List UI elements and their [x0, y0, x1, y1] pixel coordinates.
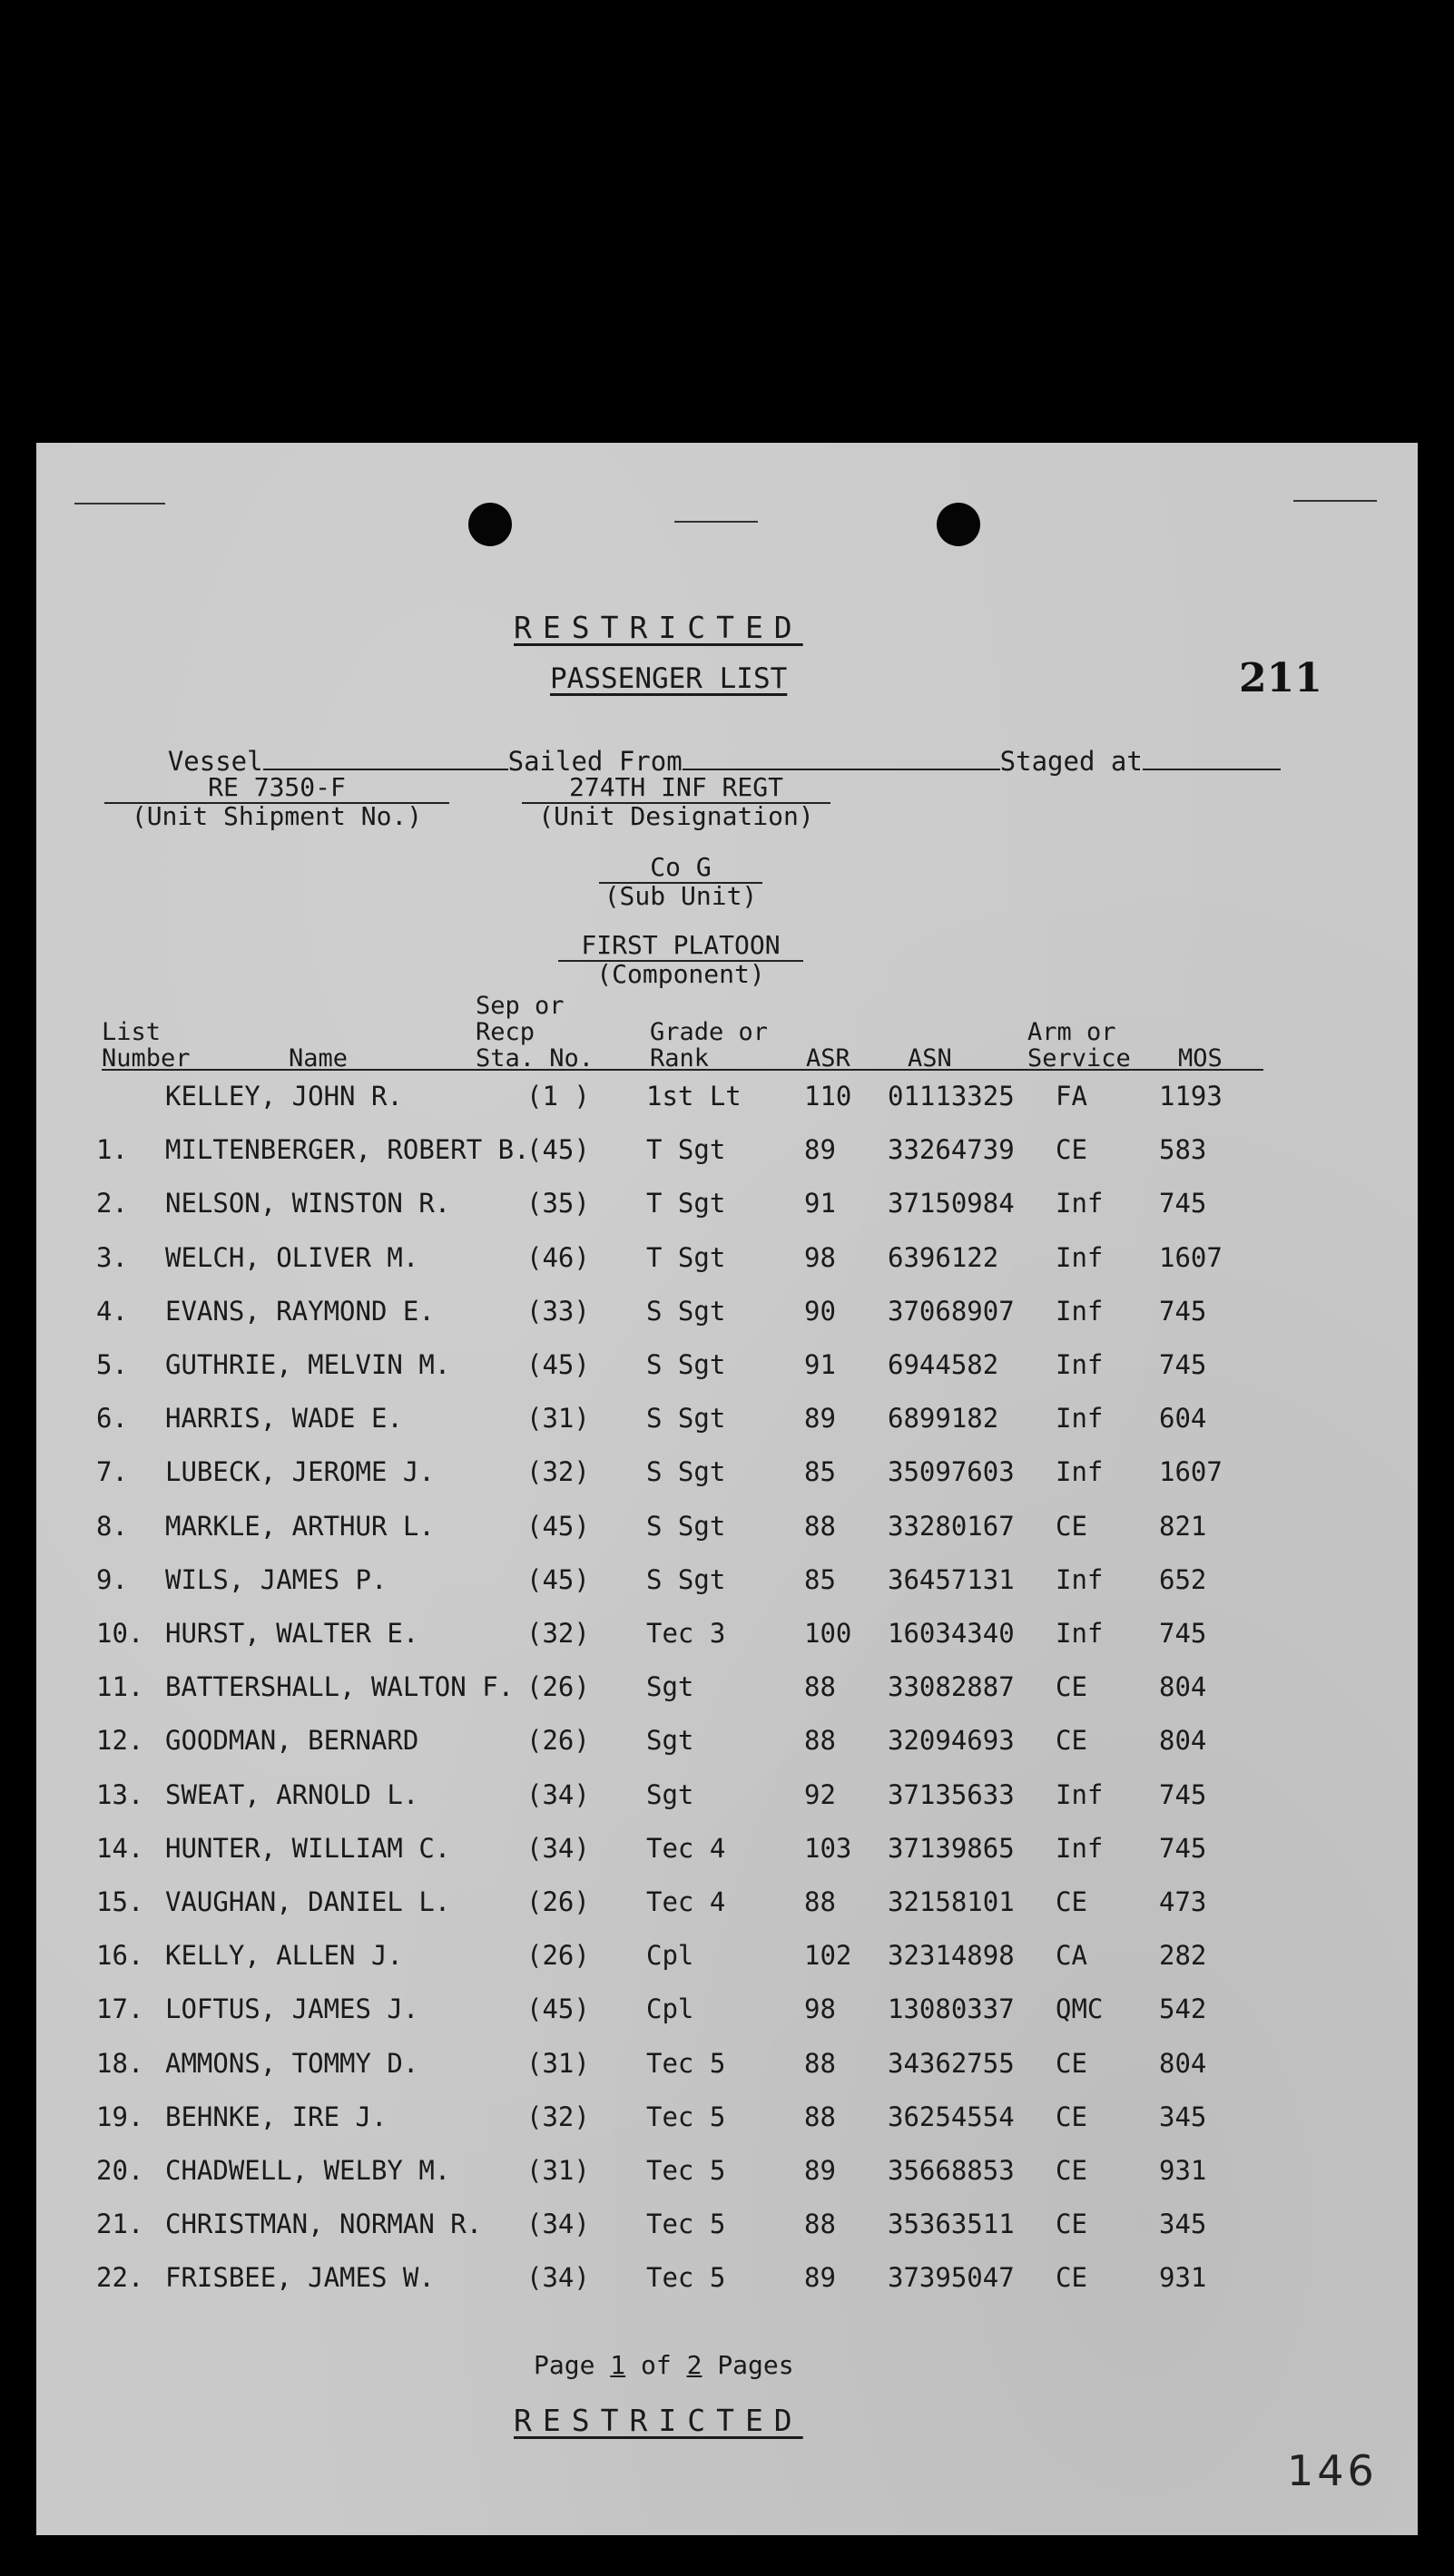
table-row — [36, 1669, 1418, 1705]
table-row — [36, 1454, 1418, 1490]
arm-service: CE — [1056, 1671, 1087, 1703]
arm-service: Inf — [1056, 1349, 1104, 1380]
mos-code: 345 — [1159, 2101, 1207, 2132]
army-serial-number: 36457131 — [888, 1563, 1015, 1595]
passenger-name: EVANS, RAYMOND E. — [165, 1295, 435, 1327]
asr-score: 89 — [804, 2155, 836, 2186]
army-serial-number: 16034340 — [888, 1618, 1015, 1649]
arm-service: Inf — [1056, 1188, 1104, 1219]
arm-service: Inf — [1056, 1295, 1104, 1327]
grade-rank: S Sgt — [646, 1349, 726, 1380]
army-serial-number: 35668853 — [888, 2155, 1015, 2186]
arm-service: FA — [1056, 1081, 1087, 1112]
table-row — [36, 1562, 1418, 1598]
column-header-name: Name — [289, 1044, 349, 1073]
asr-score: 88 — [804, 2047, 836, 2079]
station-number: (26) — [526, 1671, 590, 1703]
asr-score: 89 — [804, 1134, 836, 1166]
list-number: 21. — [96, 2209, 144, 2240]
staged-at-blank — [1143, 768, 1281, 770]
arm-service: CE — [1056, 2155, 1087, 2186]
unit-designation-caption: (Unit Designation) — [538, 801, 814, 831]
table-row — [36, 1830, 1418, 1866]
column-header-asr: ASR — [806, 1044, 850, 1073]
page-count — [534, 2350, 794, 2380]
mos-code: 931 — [1159, 2262, 1207, 2294]
grade-rank: S Sgt — [646, 1510, 726, 1542]
passenger-name: AMMONS, TOMMY D. — [165, 2047, 419, 2079]
list-number: 7. — [96, 1456, 128, 1488]
army-serial-number: 6944582 — [888, 1349, 999, 1380]
list-number: 22. — [96, 2262, 144, 2294]
army-serial-number: 36254554 — [888, 2101, 1015, 2132]
passenger-name: KELLEY, JOHN R. — [165, 1081, 403, 1112]
arm-service: CE — [1056, 2209, 1087, 2240]
grade-rank: Sgt — [646, 1671, 694, 1703]
mos-code: 1607 — [1159, 1241, 1223, 1273]
list-number: 1. — [96, 1134, 128, 1166]
restricted-footer: RESTRICTED — [514, 2403, 803, 2438]
army-serial-number: 6396122 — [888, 1241, 999, 1273]
passenger-name: HUNTER, WILLIAM C. — [165, 1832, 451, 1864]
army-serial-number: 6899182 — [888, 1403, 999, 1435]
column-header-asn: ASN — [908, 1044, 952, 1073]
station-number: (32) — [526, 1456, 590, 1488]
army-serial-number: 35363511 — [888, 2209, 1015, 2240]
list-number: 4. — [96, 1295, 128, 1327]
mos-code: 473 — [1159, 1886, 1207, 1917]
army-serial-number: 33280167 — [888, 1510, 1015, 1542]
list-number: 9. — [96, 1563, 128, 1595]
grade-rank: S Sgt — [646, 1563, 726, 1595]
army-serial-number: 37139865 — [888, 1832, 1015, 1864]
sailed-from-label: Sailed From — [507, 746, 683, 777]
asr-score: 89 — [804, 2262, 836, 2294]
passenger-name: HURST, WALTER E. — [165, 1618, 419, 1649]
list-number: 14. — [96, 1832, 144, 1864]
vessel-blank — [263, 768, 508, 770]
table-row — [36, 2152, 1418, 2189]
unit-designation: 274TH INF REGT — [522, 773, 830, 804]
table-row — [36, 1722, 1418, 1758]
table-row — [36, 1777, 1418, 1813]
list-number: 17. — [96, 1993, 144, 2025]
station-number: (1 ) — [526, 1081, 590, 1112]
document-title: PASSENGER LIST — [550, 662, 788, 695]
table-row — [36, 1078, 1418, 1114]
passenger-name: BATTERSHALL, WALTON F. — [165, 1671, 515, 1703]
grade-rank: Tec 4 — [646, 1832, 726, 1864]
table-row — [36, 1347, 1418, 1383]
asr-score: 98 — [804, 1241, 836, 1273]
grade-rank: T Sgt — [646, 1241, 726, 1273]
header-rule — [102, 1069, 1263, 1071]
edge-mark — [74, 503, 165, 504]
mos-code: 1607 — [1159, 1456, 1223, 1488]
arm-service: CE — [1056, 1510, 1087, 1542]
army-serial-number: 01113325 — [888, 1081, 1015, 1112]
station-number: (46) — [526, 1241, 590, 1273]
passenger-name: WELCH, OLIVER M. — [165, 1241, 419, 1273]
asr-score: 88 — [804, 1886, 836, 1917]
mos-code: 745 — [1159, 1188, 1207, 1219]
mos-code: 745 — [1159, 1618, 1207, 1649]
grade-rank: Tec 5 — [646, 2209, 726, 2240]
mos-code: 583 — [1159, 1134, 1207, 1166]
list-number: 15. — [96, 1886, 144, 1917]
passenger-name: WILS, JAMES P. — [165, 1563, 388, 1595]
station-number: (32) — [526, 1618, 590, 1649]
edge-mark — [1293, 500, 1377, 502]
passenger-name: CHRISTMAN, NORMAN R. — [165, 2209, 483, 2240]
column-header-arm: Arm or Service — [1027, 1018, 1131, 1073]
table-row — [36, 2259, 1418, 2296]
asr-score: 88 — [804, 2209, 836, 2240]
arm-service: Inf — [1056, 1456, 1104, 1488]
column-header-grade: Grade or Rank — [650, 1018, 769, 1073]
army-serial-number: 33082887 — [888, 1671, 1015, 1703]
passenger-name: NELSON, WINSTON R. — [165, 1188, 451, 1219]
component: FIRST PLATOON — [558, 931, 803, 962]
passenger-name: LUBECK, JEROME J. — [165, 1456, 435, 1488]
grade-rank: Tec 3 — [646, 1618, 726, 1649]
station-number: (26) — [526, 1725, 590, 1757]
asr-score: 89 — [804, 1403, 836, 1435]
table-row — [36, 1937, 1418, 1974]
grade-rank: S Sgt — [646, 1295, 726, 1327]
unit-shipment-caption: (Unit Shipment No.) — [131, 801, 423, 831]
grade-rank: S Sgt — [646, 1456, 726, 1488]
arm-service: CE — [1056, 1886, 1087, 1917]
asr-score: 98 — [804, 1993, 836, 2025]
mos-code: 804 — [1159, 2047, 1207, 2079]
passenger-name: VAUGHAN, DANIEL L. — [165, 1886, 451, 1917]
station-number: (45) — [526, 1349, 590, 1380]
arm-service: Inf — [1056, 1563, 1104, 1595]
army-serial-number: 32314898 — [888, 1940, 1015, 1972]
table-row — [36, 2045, 1418, 2081]
table-row — [36, 1508, 1418, 1544]
grade-rank: T Sgt — [646, 1134, 726, 1166]
list-number: 3. — [96, 1241, 128, 1273]
asr-score: 88 — [804, 1671, 836, 1703]
of-word: of — [641, 2350, 672, 2380]
arm-service: Inf — [1056, 1403, 1104, 1435]
army-serial-number: 37395047 — [888, 2262, 1015, 2294]
station-number: (34) — [526, 2209, 590, 2240]
passenger-name: GUTHRIE, MELVIN M. — [165, 1349, 451, 1380]
staged-at-label: Staged at — [999, 746, 1143, 777]
station-number: (34) — [526, 1778, 590, 1810]
asr-score: 92 — [804, 1778, 836, 1810]
arm-service: Inf — [1056, 1778, 1104, 1810]
passenger-name: HARRIS, WADE E. — [165, 1403, 403, 1435]
mos-code: 604 — [1159, 1403, 1207, 1435]
mos-code: 745 — [1159, 1349, 1207, 1380]
handwritten-number: 146 — [1287, 2446, 1378, 2495]
column-header-list-number: List Number — [102, 1018, 191, 1073]
station-number: (32) — [526, 2101, 590, 2132]
arm-service: Inf — [1056, 1618, 1104, 1649]
page-word: Page — [534, 2350, 595, 2380]
army-serial-number: 37135633 — [888, 1778, 1015, 1810]
station-number: (31) — [526, 2047, 590, 2079]
army-serial-number: 33264739 — [888, 1134, 1015, 1166]
passenger-name: CHADWELL, WELBY M. — [165, 2155, 451, 2186]
passenger-name: FRISBEE, JAMES W. — [165, 2262, 435, 2294]
grade-rank: Tec 4 — [646, 1886, 726, 1917]
grade-rank: Tec 5 — [646, 2262, 726, 2294]
army-serial-number: 35097603 — [888, 1456, 1015, 1488]
arm-service: QMC — [1056, 1993, 1104, 2025]
table-row — [36, 1293, 1418, 1329]
passenger-name: MILTENBERGER, ROBERT B. — [165, 1134, 530, 1166]
table-row — [36, 2206, 1418, 2242]
document-page — [36, 443, 1418, 2535]
mos-code: 745 — [1159, 1778, 1207, 1810]
arm-service: CE — [1056, 1725, 1087, 1757]
arm-service: Inf — [1056, 1241, 1104, 1273]
army-serial-number: 37068907 — [888, 1295, 1015, 1327]
station-number: (45) — [526, 1563, 590, 1595]
asr-score: 91 — [804, 1349, 836, 1380]
sub-unit-caption: (Sub Unit) — [604, 881, 758, 911]
list-number: 2. — [96, 1188, 128, 1219]
sub-unit: Co G — [599, 853, 762, 884]
mos-code: 804 — [1159, 1671, 1207, 1703]
grade-rank: Tec 5 — [646, 2155, 726, 2186]
restricted-header: RESTRICTED — [514, 610, 803, 645]
table-row — [36, 1991, 1418, 2027]
passenger-name: BEHNKE, IRE J. — [165, 2101, 388, 2132]
list-number: 20. — [96, 2155, 144, 2186]
mos-code: 542 — [1159, 1993, 1207, 2025]
station-number: (26) — [526, 1940, 590, 1972]
asr-score: 88 — [804, 1725, 836, 1757]
passenger-name: LOFTUS, JAMES J. — [165, 1993, 419, 2025]
passenger-name: MARKLE, ARTHUR L. — [165, 1510, 435, 1542]
arm-service: CE — [1056, 1134, 1087, 1166]
asr-score: 91 — [804, 1188, 836, 1219]
grade-rank: S Sgt — [646, 1403, 726, 1435]
list-number: 18. — [96, 2047, 144, 2079]
grade-rank: Sgt — [646, 1725, 694, 1757]
asr-score: 110 — [804, 1081, 852, 1112]
asr-score: 85 — [804, 1563, 836, 1595]
arm-service: Inf — [1056, 1832, 1104, 1864]
list-number: 11. — [96, 1671, 144, 1703]
page-number-stamp: 211 — [1239, 655, 1322, 701]
unit-shipment-number: RE 7350-F — [104, 773, 449, 804]
station-number: (33) — [526, 1295, 590, 1327]
asr-score: 88 — [804, 1510, 836, 1542]
grade-rank: Cpl — [646, 1940, 694, 1972]
asr-score: 102 — [804, 1940, 852, 1972]
pages-word: Pages — [717, 2350, 794, 2380]
grade-rank: 1st Lt — [646, 1081, 742, 1112]
arm-service: CE — [1056, 2047, 1087, 2079]
table-row — [36, 1884, 1418, 1920]
passenger-name: SWEAT, ARNOLD L. — [165, 1778, 419, 1810]
punch-hole-left — [468, 503, 512, 546]
table-row — [36, 1185, 1418, 1221]
list-number: 5. — [96, 1349, 128, 1380]
mos-code: 745 — [1159, 1832, 1207, 1864]
station-number: (45) — [526, 1134, 590, 1166]
grade-rank: Tec 5 — [646, 2101, 726, 2132]
station-number: (31) — [526, 2155, 590, 2186]
list-number: 19. — [96, 2101, 144, 2132]
table-row — [36, 1615, 1418, 1651]
edge-mark — [674, 521, 758, 523]
army-serial-number: 13080337 — [888, 1993, 1015, 2025]
page-total: 2 — [686, 2350, 702, 2380]
sailed-from-blank — [683, 768, 1000, 770]
column-header-mos: MOS — [1178, 1044, 1223, 1073]
column-header-station: Sep or Recp Sta. No. — [476, 992, 594, 1073]
asr-score: 100 — [804, 1618, 852, 1649]
asr-score: 103 — [804, 1832, 852, 1864]
mos-code: 652 — [1159, 1563, 1207, 1595]
station-number: (45) — [526, 1993, 590, 2025]
list-number: 6. — [96, 1403, 128, 1435]
list-number: 16. — [96, 1940, 144, 1972]
vessel-label: Vessel — [167, 746, 263, 777]
station-number: (35) — [526, 1188, 590, 1219]
army-serial-number: 32158101 — [888, 1886, 1015, 1917]
table-row — [36, 2099, 1418, 2135]
army-serial-number: 32094693 — [888, 1725, 1015, 1757]
grade-rank: T Sgt — [646, 1188, 726, 1219]
mos-code: 1193 — [1159, 1081, 1223, 1112]
table-row — [36, 1131, 1418, 1168]
asr-score: 85 — [804, 1456, 836, 1488]
list-number: 13. — [96, 1778, 144, 1810]
arm-service: CA — [1056, 1940, 1087, 1972]
component-caption: (Component) — [596, 959, 765, 989]
mos-code: 931 — [1159, 2155, 1207, 2186]
arm-service: CE — [1056, 2101, 1087, 2132]
mos-code: 282 — [1159, 1940, 1207, 1972]
grade-rank: Tec 5 — [646, 2047, 726, 2079]
arm-service: CE — [1056, 2262, 1087, 2294]
mos-code: 745 — [1159, 1295, 1207, 1327]
passenger-name: KELLY, ALLEN J. — [165, 1940, 403, 1972]
station-number: (45) — [526, 1510, 590, 1542]
army-serial-number: 37150984 — [888, 1188, 1015, 1219]
army-serial-number: 34362755 — [888, 2047, 1015, 2079]
mos-code: 804 — [1159, 1725, 1207, 1757]
mos-code: 821 — [1159, 1510, 1207, 1542]
list-number: 10. — [96, 1618, 144, 1649]
asr-score: 90 — [804, 1295, 836, 1327]
punch-hole-right — [937, 503, 980, 546]
grade-rank: Sgt — [646, 1778, 694, 1810]
station-number: (31) — [526, 1403, 590, 1435]
station-number: (34) — [526, 2262, 590, 2294]
grade-rank: Cpl — [646, 1993, 694, 2025]
mos-code: 345 — [1159, 2209, 1207, 2240]
station-number: (34) — [526, 1832, 590, 1864]
asr-score: 88 — [804, 2101, 836, 2132]
table-row — [36, 1400, 1418, 1436]
station-number: (26) — [526, 1886, 590, 1917]
table-row — [36, 1239, 1418, 1276]
passenger-name: GOODMAN, BERNARD — [165, 1725, 419, 1757]
list-number: 12. — [96, 1725, 144, 1757]
list-number: 8. — [96, 1510, 128, 1542]
page-current: 1 — [610, 2350, 626, 2380]
